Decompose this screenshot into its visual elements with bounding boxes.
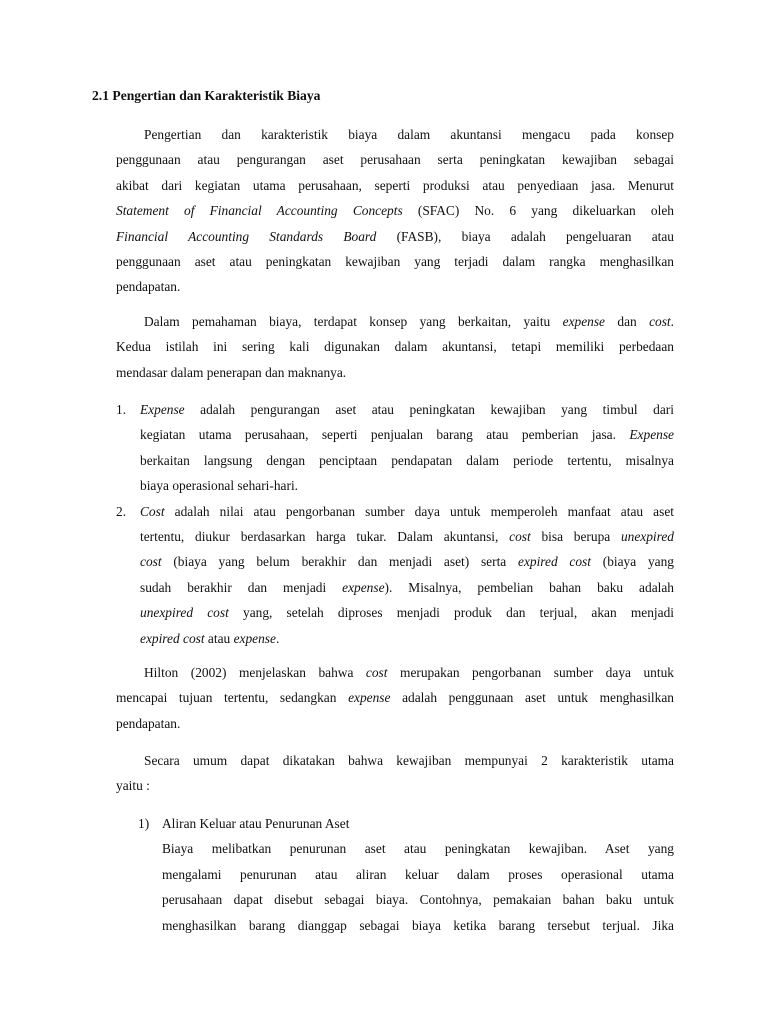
list-number: 2. [116, 503, 127, 519]
text-line: pendapatan. [116, 715, 181, 731]
italic-term: Financial Accounting Standards Board [116, 228, 377, 244]
paragraph-hilton [116, 660, 674, 736]
text-line: mendasar dalam penerapan dan maknanya. [116, 364, 347, 380]
list-item-outflow [138, 811, 674, 938]
text-line: kegiatan utama perusahaan, seperti penjualan barang atau pemberian jasa. Expense [140, 427, 674, 443]
text-line: Biaya melibatkan penurunan aset atau peningkatan kewajiban. Aset yang [162, 841, 674, 857]
text-line: berkaitan langsung dengan penciptaan pendapatan dalam periode tertentu, misalnya [140, 452, 674, 468]
text-line: mencapai tujuan tertentu, sedangkan expense adalah penggunaan aset untuk menghasilkan [116, 690, 674, 706]
list-item-title: Aliran Keluar atau Penurunan Aset [162, 816, 350, 831]
text-line: yaitu : [116, 778, 150, 794]
text-line: Dalam pemahaman biaya, terdapat konsep yang berkaitan, yaitu expense dan cost. [144, 314, 675, 329]
section-heading: 2.1 Pengertian dan Karakteristik Biaya [92, 88, 321, 103]
paragraph-expense-cost [116, 309, 674, 385]
text-line: pendapatan. [116, 279, 181, 295]
numbered-list [116, 397, 674, 651]
text-line: tertentu, diukur berdasarkan harga tukar. Dalam akuntansi, cost bisa berupa unexpired [140, 528, 674, 544]
text-line: unexpired cost yang, setelah diproses menjadi produk dan terjual, akan menjadi [140, 605, 675, 621]
text-line: perusahaan dapat disebut sebagai biaya. Contohnya, pemakaian bahan baku untuk [162, 892, 674, 908]
text-line: Kedua istilah ini sering kali digunakan dalam akuntansi, tetapi memiliki perbedaan [116, 339, 674, 355]
list-item-expense [116, 397, 674, 499]
text-line: Pengertian dan karakteristik biaya dalam akuntansi mengacu pada konsep [144, 127, 674, 142]
text-line: menghasilkan barang dianggap sebagai biaya ketika barang tersebut terjual. Jika [162, 917, 674, 933]
characteristics-list [138, 811, 674, 938]
list-item-body [138, 836, 674, 938]
list-number: 1. [116, 402, 127, 417]
text-line: penggunaan atau pengurangan aset perusahaan serta peningkatan kewajiban sebagai [116, 152, 674, 168]
text-line: Financial Accounting Standards Board (FASB), biaya adalah pengeluaran atau [116, 228, 674, 244]
text-line: penggunaan aset atau peningkatan kewajiban yang terjadi dalam rangka menghasilkan [116, 253, 674, 269]
text-line: Hilton (2002) menjelaskan bahwa cost merupakan pengorbanan sumber daya untuk [144, 665, 674, 680]
text-line: cost (biaya yang belum berakhir dan menjadi aset) serta expired cost (biaya yang [140, 554, 674, 570]
text-line: akibat dari kegiatan utama perusahaan, seperti produksi atau penyediaan jasa. Menurut [116, 177, 674, 193]
text-line: mengalami penurunan atau aliran keluar dalam proses operasional utama [162, 866, 674, 882]
text-line: expired cost atau expense. [140, 630, 280, 646]
text-line: biaya operasional sehari-hari. [140, 478, 299, 494]
text-line: Statement of Financial Accounting Concepts (SFAC) No. 6 yang dikeluarkan oleh [116, 203, 674, 219]
paragraph-definition [116, 122, 674, 300]
text-line: Secara umum dapat dikatakan bahwa kewajiban mempunyai 2 karakteristik utama [144, 753, 674, 768]
italic-term: Statement of Financial Accounting Concepts [116, 203, 403, 219]
list-number: 1) [138, 816, 150, 831]
list-item-cost [116, 499, 674, 651]
text-line: Expense adalah pengurangan aset atau peningkatan kewajiban yang timbul dari [140, 402, 674, 417]
text-line: sudah berakhir dan menjadi expense). Misalnya, pembelian bahan baku adalah [140, 579, 674, 595]
text-line: Cost adalah nilai atau pengorbanan sumber daya untuk memperoleh manfaat atau aset [140, 503, 674, 519]
paragraph-characteristics [116, 748, 674, 799]
